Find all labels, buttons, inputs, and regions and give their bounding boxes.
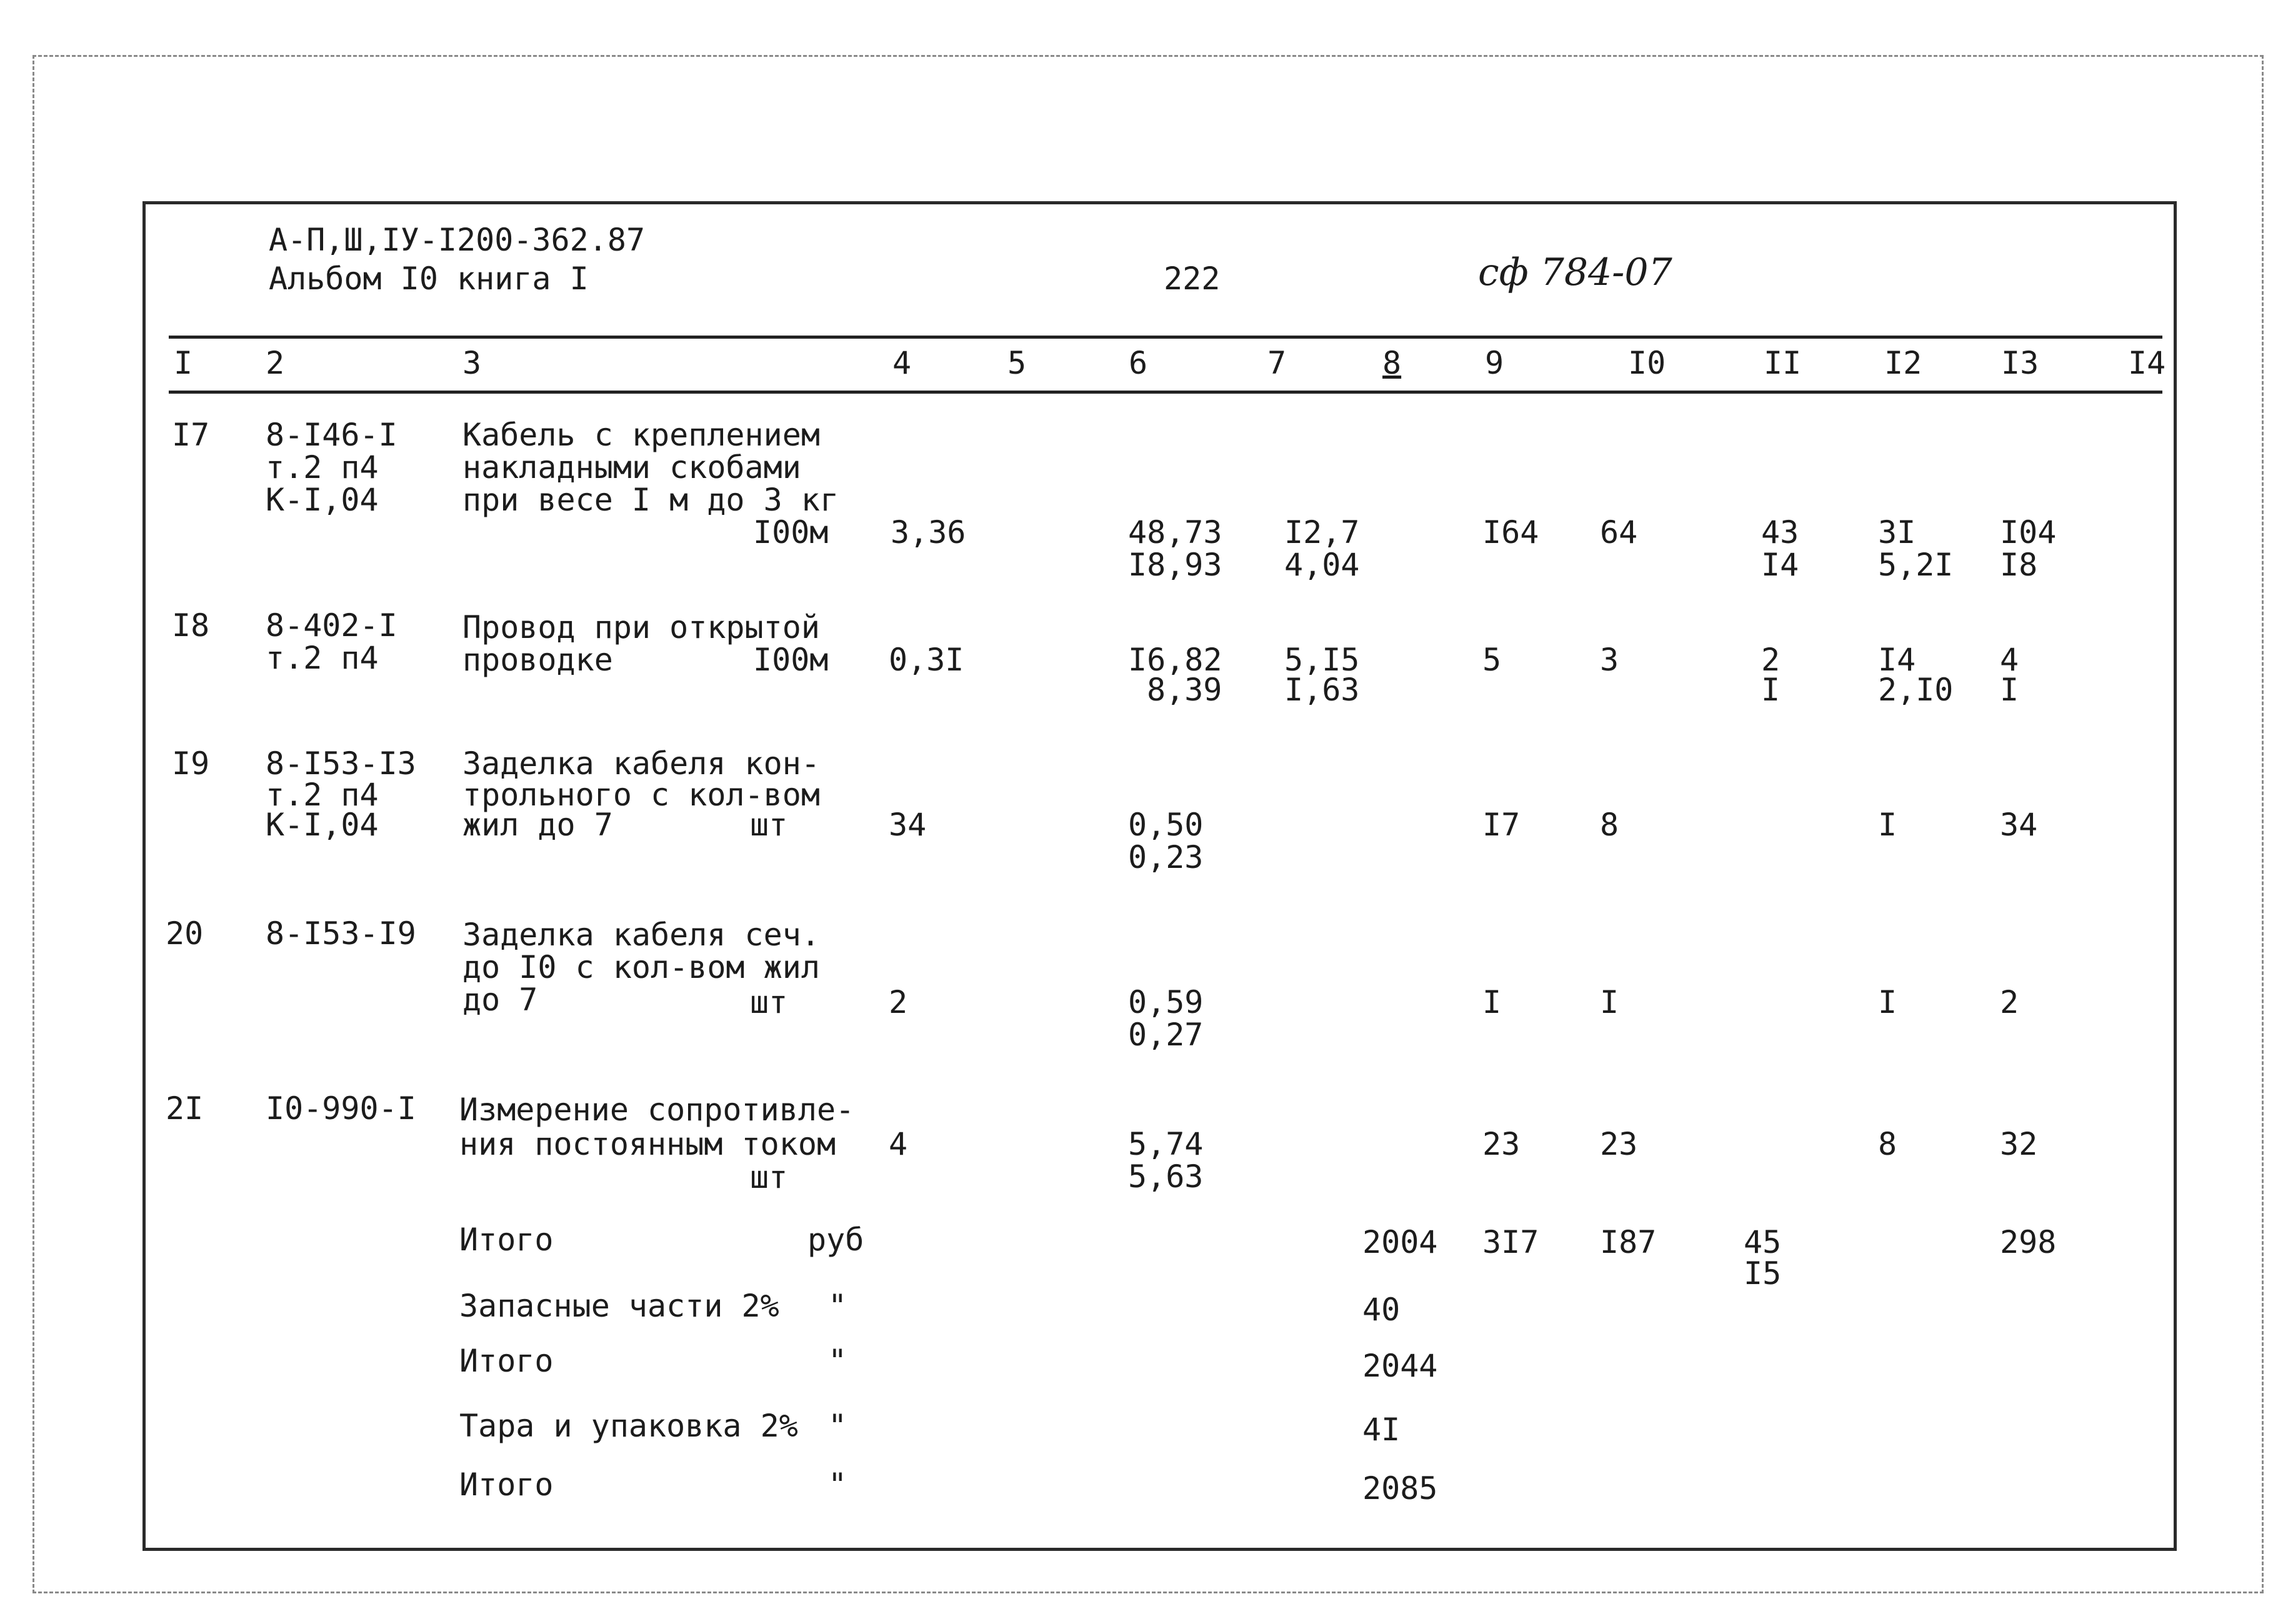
total-col8: 2085 bbox=[1362, 1470, 1438, 1507]
cell-col6: 5,74 bbox=[1128, 1126, 1204, 1162]
row-number: I8 bbox=[172, 607, 210, 644]
cell-col6: 0,50 bbox=[1128, 807, 1204, 843]
album-title: Альбом I0 книга I bbox=[269, 261, 589, 297]
norm-code: т.2 п4 bbox=[266, 777, 379, 813]
row-number: 20 bbox=[166, 915, 204, 952]
unit: шт bbox=[750, 807, 788, 843]
total-col11: 45 bbox=[1744, 1224, 1782, 1260]
column-header: 9 bbox=[1485, 345, 1504, 381]
description: до 7 bbox=[462, 982, 538, 1018]
unit: I00м bbox=[753, 514, 829, 550]
description: Заделка кабеля сеч. bbox=[462, 917, 820, 953]
cell-col10: 64 bbox=[1600, 514, 1638, 550]
total-unit: " bbox=[828, 1467, 847, 1503]
cell-col9: 23 bbox=[1482, 1126, 1521, 1162]
cell-col9: 5 bbox=[1482, 642, 1502, 678]
quantity: 3,36 bbox=[891, 514, 966, 550]
row-number: 2I bbox=[166, 1090, 204, 1127]
cell-col9: I7 bbox=[1482, 807, 1521, 843]
total-col8: 4I bbox=[1362, 1412, 1401, 1448]
cell-col6: 5,63 bbox=[1128, 1158, 1204, 1195]
cell-col6: 0,59 bbox=[1128, 984, 1204, 1020]
quantity: 4 bbox=[889, 1126, 908, 1162]
description: до I0 с кол-вом жил bbox=[462, 949, 820, 985]
handwritten-ref: сф 784-07 bbox=[1478, 251, 1672, 294]
description: Кабель с креплением bbox=[462, 417, 820, 453]
unit: шт bbox=[750, 1159, 788, 1195]
cell-col6: I8,93 bbox=[1128, 547, 1222, 583]
cell-col11: I4 bbox=[1761, 547, 1799, 583]
page-number: 222 bbox=[1164, 261, 1221, 297]
total-label: Итого bbox=[459, 1467, 554, 1503]
cell-col13: 4 bbox=[2000, 642, 2019, 678]
total-col8: 2044 bbox=[1362, 1348, 1438, 1384]
quantity: 0,3I bbox=[889, 642, 964, 678]
total-unit: " bbox=[828, 1408, 847, 1444]
column-header: I3 bbox=[2001, 345, 2039, 381]
cell-col6: 8,39 bbox=[1147, 672, 1222, 708]
description: жил до 7 bbox=[462, 807, 613, 843]
cell-col9: I bbox=[1482, 984, 1502, 1020]
column-header: I0 bbox=[1628, 345, 1666, 381]
description: Заделка кабеля кон- bbox=[462, 745, 820, 782]
cell-col10: 3 bbox=[1600, 642, 1619, 678]
cell-col13: 2 bbox=[2000, 984, 2019, 1020]
total-unit: руб bbox=[807, 1222, 864, 1258]
column-header: II bbox=[1764, 345, 1802, 381]
row-number: I9 bbox=[172, 745, 210, 782]
total-label: Запасные части 2% bbox=[459, 1288, 779, 1324]
unit: шт bbox=[750, 984, 788, 1020]
column-header: 7 bbox=[1267, 345, 1287, 381]
total-col8: 2004 bbox=[1362, 1224, 1438, 1260]
quantity: 34 bbox=[889, 807, 927, 843]
norm-code: 8-I53-I9 bbox=[266, 915, 416, 952]
cell-col11: 2 bbox=[1761, 642, 1781, 678]
column-header: I2 bbox=[1884, 345, 1922, 381]
cell-col7: I,63 bbox=[1284, 672, 1360, 708]
column-header: I4 bbox=[2128, 345, 2166, 381]
cell-col12: 2,I0 bbox=[1878, 672, 1954, 708]
description: накладными скобами bbox=[462, 449, 801, 486]
column-header: I bbox=[174, 345, 193, 381]
cell-col12: 3I bbox=[1878, 514, 1916, 550]
total-label: Итого bbox=[459, 1343, 554, 1379]
header-rule-bottom bbox=[169, 391, 2162, 394]
cell-col6: 48,73 bbox=[1128, 514, 1222, 550]
cell-col12: I4 bbox=[1878, 642, 1916, 678]
total-col10: I87 bbox=[1600, 1224, 1657, 1260]
quantity: 2 bbox=[889, 984, 908, 1020]
cell-col7: 5,I5 bbox=[1284, 642, 1360, 678]
total-unit: " bbox=[828, 1288, 847, 1324]
cell-col6: 0,27 bbox=[1128, 1017, 1204, 1053]
cell-col11: 43 bbox=[1761, 514, 1799, 550]
description: Провод при открытой bbox=[462, 609, 820, 645]
cell-col12: 8 bbox=[1878, 1126, 1897, 1162]
description: проводке bbox=[462, 642, 613, 678]
description: трольного с кол-вом bbox=[462, 777, 820, 813]
total-col13: 298 bbox=[2000, 1224, 2057, 1260]
cell-col6: 0,23 bbox=[1128, 839, 1204, 875]
unit: I00м bbox=[753, 642, 829, 678]
cell-col12: 5,2I bbox=[1878, 547, 1954, 583]
column-header: 3 bbox=[462, 345, 482, 381]
column-header: 8 bbox=[1382, 345, 1402, 381]
cell-col13: I bbox=[2000, 672, 2019, 708]
cell-col10: 23 bbox=[1600, 1126, 1638, 1162]
cell-col13: I04 bbox=[2000, 514, 2057, 550]
cell-col10: 8 bbox=[1600, 807, 1619, 843]
norm-code: I0-990-I bbox=[266, 1090, 416, 1127]
cell-col10: I bbox=[1600, 984, 1619, 1020]
cell-col13: I8 bbox=[2000, 547, 2038, 583]
cell-col7: I2,7 bbox=[1284, 514, 1360, 550]
total-unit: " bbox=[828, 1343, 847, 1379]
description: ния постоянным током bbox=[459, 1126, 836, 1162]
cell-col6: I6,82 bbox=[1128, 642, 1222, 678]
norm-code: т.2 п4 bbox=[266, 640, 379, 676]
cell-col13: 34 bbox=[2000, 807, 2038, 843]
header-rule-top bbox=[169, 336, 2162, 339]
column-header: 6 bbox=[1129, 345, 1148, 381]
norm-code: 8-I53-I3 bbox=[266, 745, 416, 782]
column-header: 5 bbox=[1007, 345, 1027, 381]
row-number: I7 bbox=[172, 417, 210, 453]
total-col8: 40 bbox=[1362, 1292, 1401, 1328]
cell-col11: I bbox=[1761, 672, 1781, 708]
cell-col12: I bbox=[1878, 807, 1897, 843]
total-col11: I5 bbox=[1744, 1255, 1782, 1292]
total-label: Итого bbox=[459, 1222, 554, 1258]
description: Измерение сопротивле- bbox=[459, 1092, 855, 1128]
document-frame bbox=[142, 201, 2177, 1551]
cell-col12: I bbox=[1878, 984, 1897, 1020]
norm-code: 8-I46-I bbox=[266, 417, 397, 453]
doc-code: А-П,Ш,IУ-I200-362.87 bbox=[269, 222, 646, 258]
column-header: 4 bbox=[892, 345, 912, 381]
cell-col13: 32 bbox=[2000, 1126, 2038, 1162]
total-col9: 3I7 bbox=[1482, 1224, 1539, 1260]
norm-code: К-I,04 bbox=[266, 482, 379, 518]
norm-code: 8-402-I bbox=[266, 607, 397, 644]
cell-col9: I64 bbox=[1482, 514, 1539, 550]
cell-col7: 4,04 bbox=[1284, 547, 1360, 583]
description: при весе I м до 3 кг bbox=[462, 482, 839, 518]
total-label: Тара и упаковка 2% bbox=[459, 1408, 798, 1444]
norm-code: К-I,04 bbox=[266, 807, 379, 843]
column-header: 2 bbox=[266, 345, 285, 381]
norm-code: т.2 п4 bbox=[266, 449, 379, 486]
